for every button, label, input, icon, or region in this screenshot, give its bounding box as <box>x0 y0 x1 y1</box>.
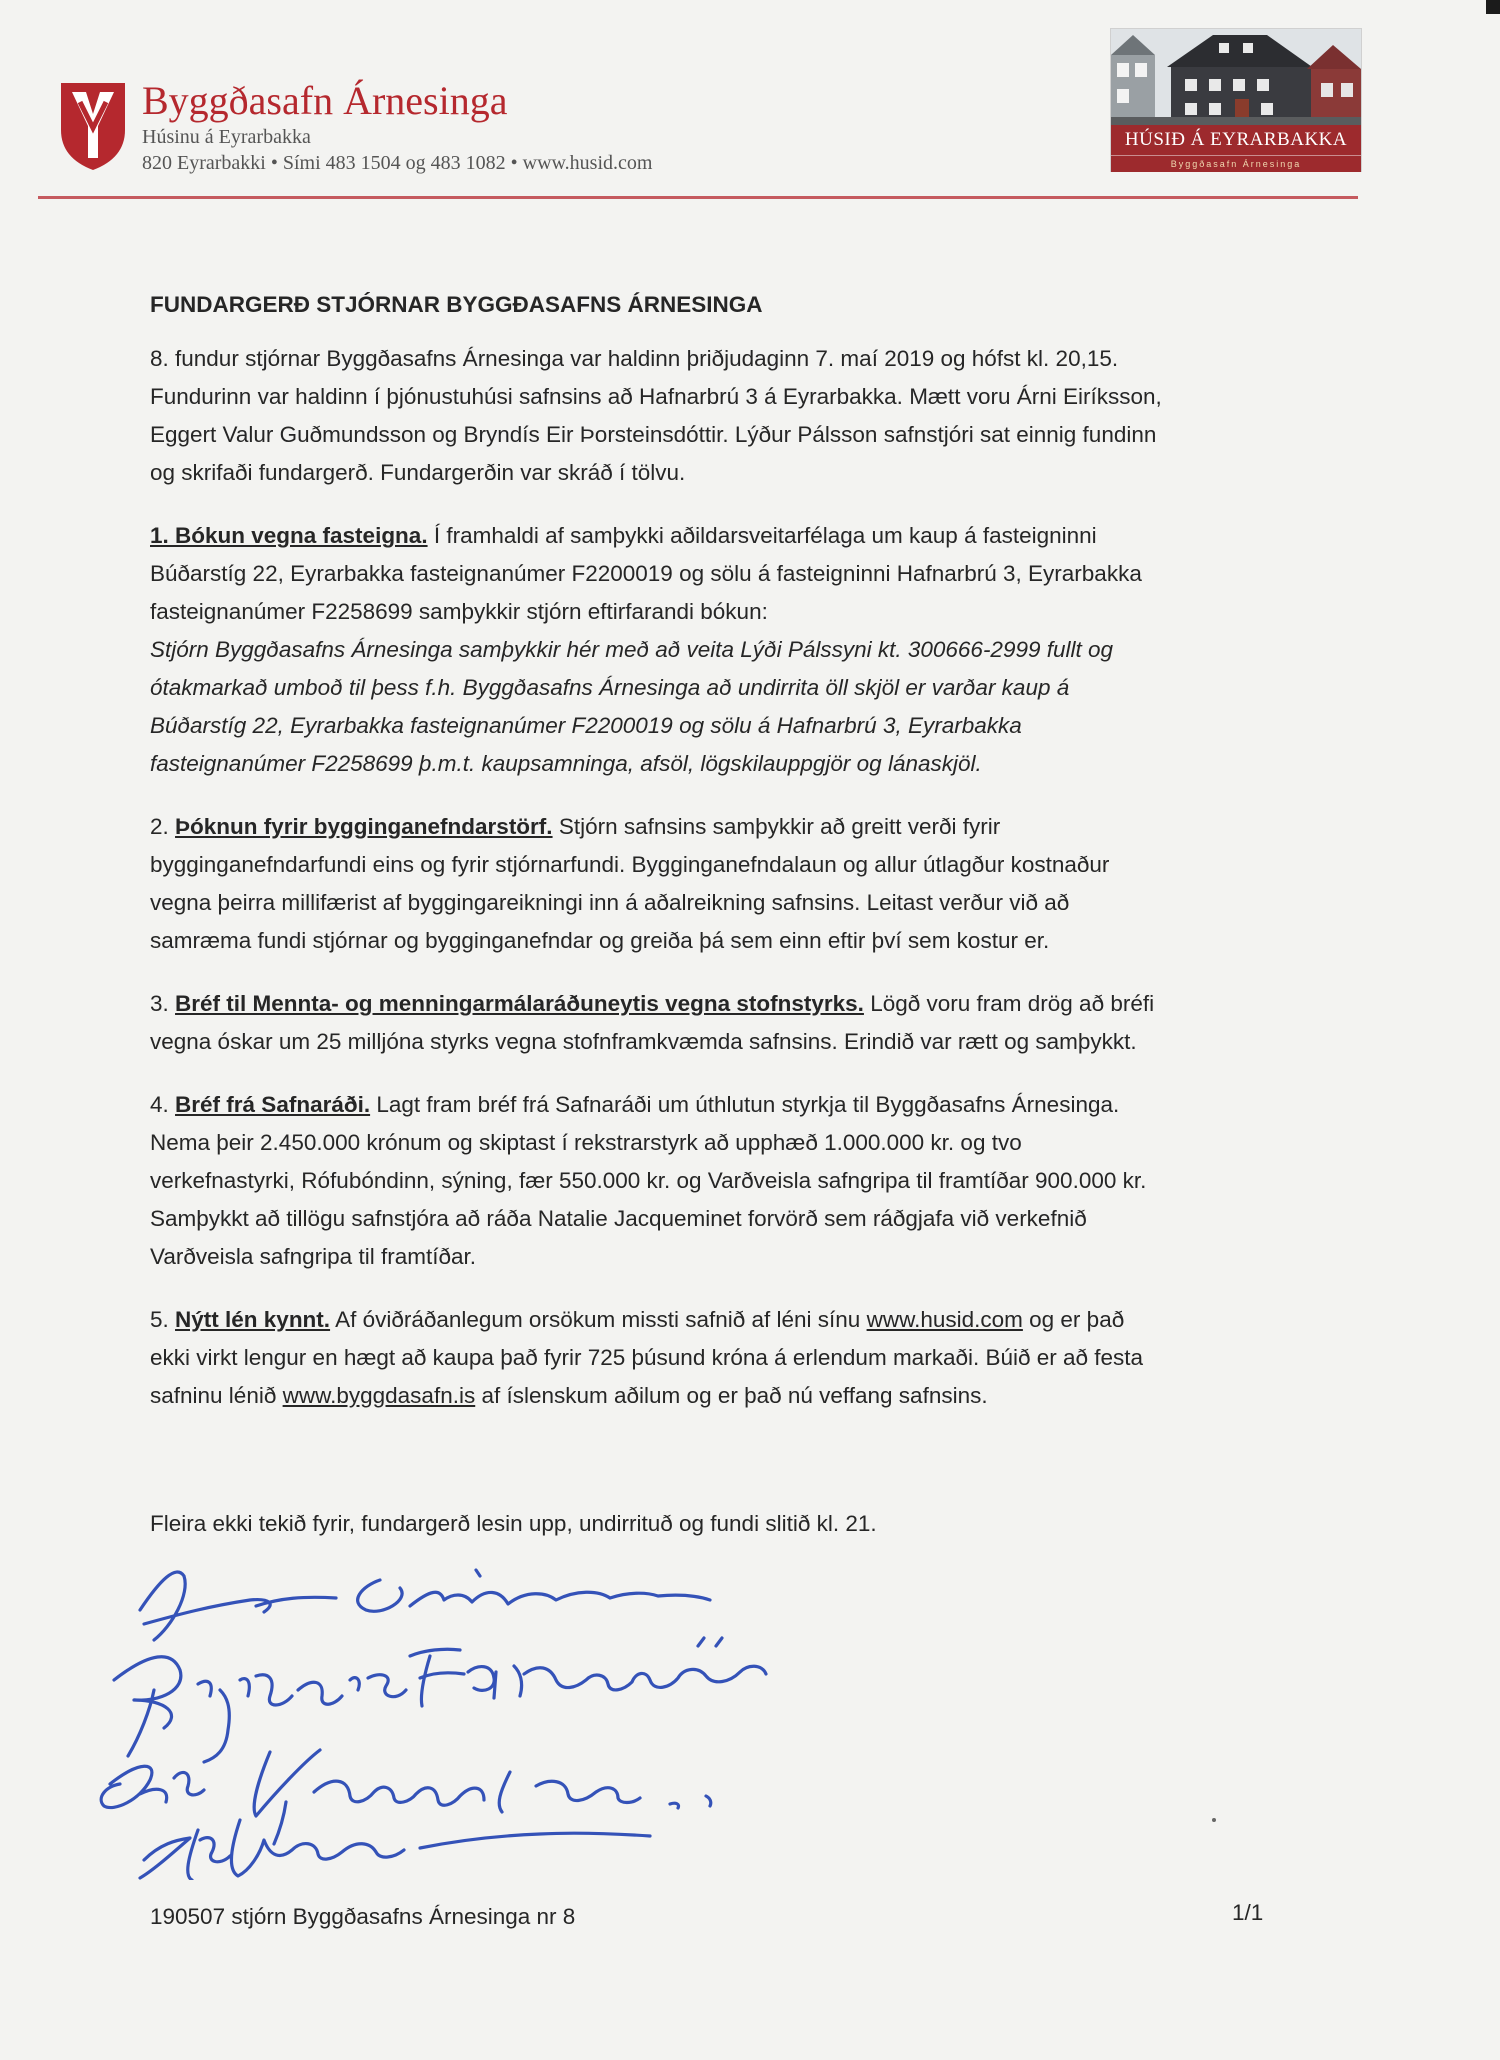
museum-house-logo <box>1110 28 1362 172</box>
agenda-item-2-line: vegna þeirra millifærist af byggingareikningi inn á aðalreikning safnsins. Leitast verður við að <box>150 890 1070 915</box>
agenda-item-5-text: og er það <box>1022 1307 1125 1332</box>
agenda-item-5-heading: Nýtt lén kynnt. <box>175 1307 331 1332</box>
agenda-item-3-text: Lögð voru fram drög að bréfi <box>863 991 1155 1016</box>
agenda-item-3-number: 3. <box>150 991 176 1016</box>
new-domain-link[interactable]: www.byggdasafn.is <box>282 1383 476 1408</box>
signature-bryndis-eir <box>114 1638 766 1762</box>
letterhead-text <box>142 78 842 176</box>
minutes-body <box>150 286 1280 1440</box>
document-reference: 190507 stjórn Byggðasafns Árnesinga nr 8 <box>150 1904 576 1929</box>
agenda-item-3-line: vegna óskar um 25 milljóna styrks vegna stofnframkvæmda safnsins. Erindið var rætt og samþykkt. <box>150 1029 1137 1054</box>
intro-line: 8. fundur stjórnar Byggðasafns Árnesinga var haldinn þriðjudaginn 7. maí 2019 og hófst kl. 20,15. <box>150 346 1119 371</box>
agenda-item-3-heading: Bréf til Mennta- og menningarmálaráðuneytis vegna stofnstyrks. <box>175 991 864 1016</box>
agenda-item-2-line: bygginganefndarfundi eins og fyrir stjórnarfundi. Bygginganefndalaun og allur útlagður kostnaður <box>150 852 1110 877</box>
house-illustration-icon <box>1111 29 1361 125</box>
document-title: FUNDARGERÐ STJÓRNAR BYGGÐASAFNS ÁRNESINGA <box>150 292 763 317</box>
agenda-item-2-number: 2. <box>150 814 176 839</box>
signature-eggert-valur <box>101 1750 711 1816</box>
logo-sublabel: Byggðasafn Árnesinga <box>1111 155 1361 172</box>
resolution-line: Búðarstíg 22, Eyrarbakka fasteignanúmer F2200019 og sölu á Hafnarbrú 3, Eyrarbakka <box>150 713 1022 738</box>
resolution-line: ótakmarkað umboð til þess f.h. Byggðasafns Árnesinga að undirrita öll skjöl er varðar kaup á <box>150 675 1070 700</box>
agenda-item-1-line: Búðarstíg 22, Eyrarbakka fasteignanúmer F2200019 og sölu á fasteigninni Hafnarbrú 3, Eyrarbakka <box>150 561 1142 586</box>
agenda-item-4-line: Varðveisla safngripa til framtíðar. <box>150 1244 476 1269</box>
organization-name: Byggðasafn Árnesinga <box>142 78 508 123</box>
agenda-item-1-line: fasteignanúmer F2258699 samþykkir stjórn eftirfarandi bókun: <box>150 599 768 624</box>
logo-label: HÚSIÐ Á EYRARBAKKA <box>1111 125 1361 155</box>
agenda-item-2 <box>150 808 1280 960</box>
agenda-item-4 <box>150 1086 1280 1276</box>
agenda-item-4-line: verkefnastyrki, Rófubóndinn, sýning, fær 550.000 kr. og Varðveisla safngripa til framtíðar 900.000 kr. <box>150 1168 1147 1193</box>
organization-address: 820 Eyrarbakki • Sími 483 1504 og 483 1082 • www.husid.com <box>142 152 653 174</box>
page-number: 1/1 <box>1232 1900 1264 1925</box>
agenda-item-3 <box>150 985 1280 1061</box>
museum-shield-logo-icon <box>58 80 128 172</box>
signature-lydur-palsson <box>140 1802 650 1880</box>
resolution-line: fasteignanúmer F2258699 þ.m.t. kaupsamninga, afsöl, lögskilauppgjör og lánaskjöl. <box>150 751 982 776</box>
agenda-item-2-text: Stjórn safnsins samþykkir að greitt verði fyrir <box>552 814 1001 839</box>
agenda-item-4-heading: Bréf frá Safnaráði. <box>175 1092 371 1117</box>
agenda-item-5-text: safninu lénið <box>150 1383 283 1408</box>
handwritten-signatures <box>80 1540 900 1880</box>
closing-statement: Fleira ekki tekið fyrir, fundargerð lesin upp, undirrituð og fundi slitið kl. 21. <box>150 1511 877 1536</box>
intro-paragraph <box>150 340 1280 492</box>
intro-line: Eggert Valur Guðmundsson og Bryndís Eir Þorsteinsdóttir. Lýður Pálsson safnstjóri sat einnig fundinn <box>150 422 1157 447</box>
scan-edge-mark <box>1486 0 1500 14</box>
resolution-line: Stjórn Byggðasafns Árnesinga samþykkir hér með að veita Lýði Pálssyni kt. 300666-2999 fullt og <box>150 637 1114 662</box>
intro-line: og skrifaði fundargerð. Fundargerðin var skráð í tölvu. <box>150 460 686 485</box>
agenda-item-2-line: samræma fundi stjórnar og bygginganefndar og greiða þá sem einn eftir því sem kostur er. <box>150 928 1050 953</box>
letterhead-divider <box>38 196 1358 199</box>
agenda-item-1-heading: 1. Bókun vegna fasteigna. <box>150 523 428 548</box>
agenda-item-4-line: Nema þeir 2.450.000 krónum og skiptast í rekstrarstyrk að upphæð 1.000.000 kr. og tvo <box>150 1130 1022 1155</box>
intro-line: Fundurinn var haldinn í þjónustuhúsi safnsins að Hafnarbrú 3 á Eyrarbakka. Mætt voru Árni Eiríksson, <box>150 384 1162 409</box>
agenda-item-5-text: af íslenskum aðilum og er það nú veffang safnsins. <box>475 1383 988 1408</box>
agenda-item-2-heading: Þóknun fyrir bygginganefndarstörf. <box>175 814 553 839</box>
agenda-item-5-line: ekki virkt lengur en hægt að kaupa það fyrir 725 þúsund króna á erlendum markaði. Búið er að festa <box>150 1345 1144 1370</box>
agenda-item-4-number: 4. <box>150 1092 176 1117</box>
agenda-item-5 <box>150 1301 1280 1415</box>
agenda-item-1-text: Í framhaldi af samþykki aðildarsveitarfélaga um kaup á fasteigninni <box>427 523 1097 548</box>
organization-subtitle: Húsinu á Eyrarbakka <box>142 126 311 148</box>
agenda-item-4-text: Lagt fram bréf frá Safnaráði um úthlutun styrkja til Byggðasafns Árnesinga. <box>370 1092 1120 1117</box>
scan-speck <box>1212 1818 1216 1822</box>
agenda-item-1 <box>150 517 1280 783</box>
agenda-item-4-line: Samþykkt að tillögu safnstjóra að ráða Natalie Jacqueminet forvörð sem ráðgjafa við verkefnið <box>150 1206 1087 1231</box>
agenda-item-5-number: 5. <box>150 1307 176 1332</box>
agenda-item-5-text: Af óviðráðanlegum orsökum missti safnið af léni sínu <box>330 1307 867 1332</box>
signature-arni-eiriksson <box>140 1570 710 1640</box>
old-domain-link[interactable]: www.husid.com <box>866 1307 1023 1332</box>
